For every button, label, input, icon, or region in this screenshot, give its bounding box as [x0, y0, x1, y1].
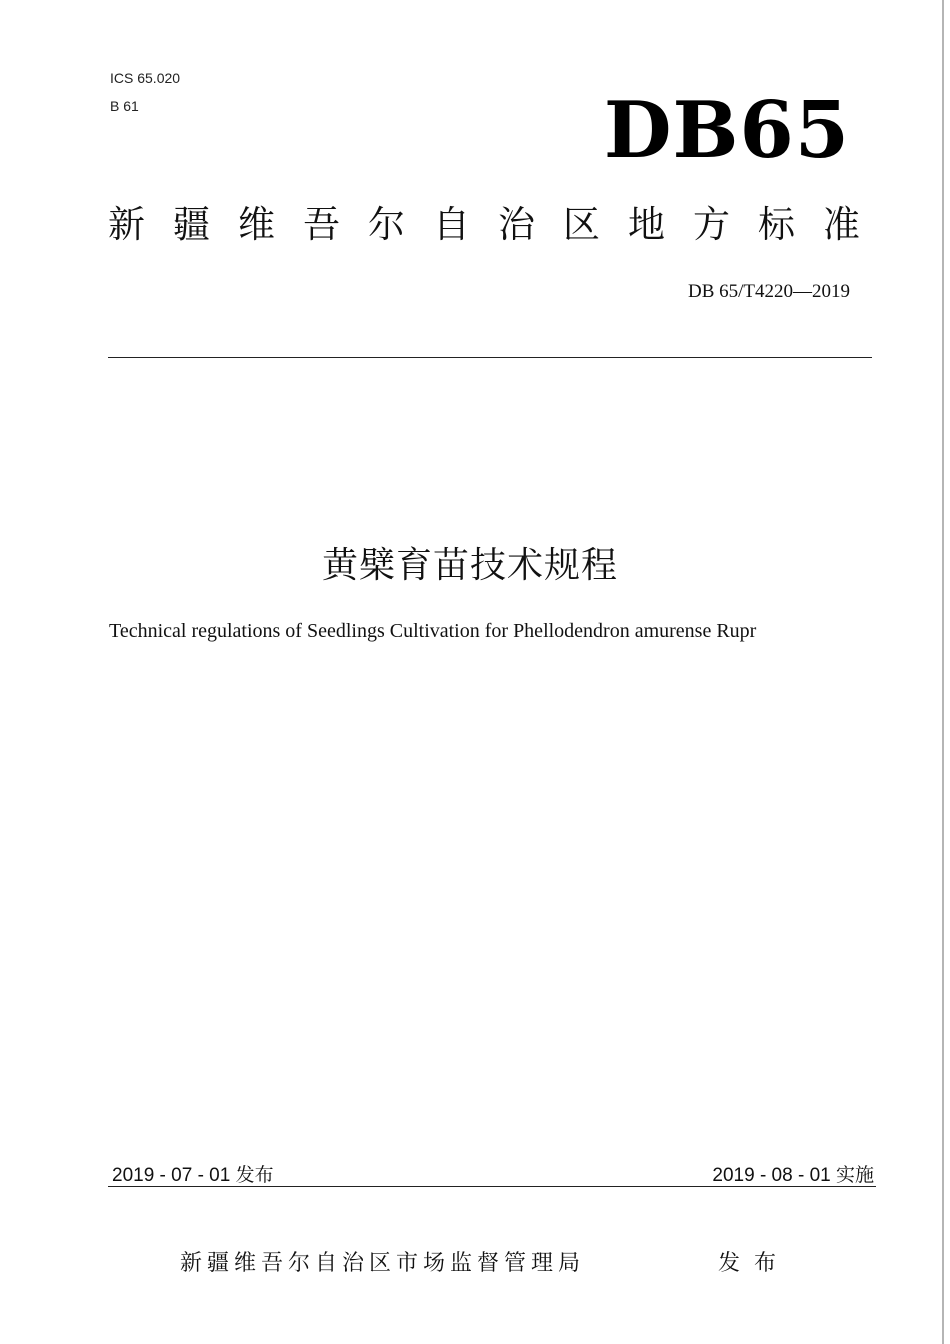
publish-label: 发布	[718, 1251, 791, 1276]
scan-edge	[942, 0, 944, 1344]
ccs-code: B 61	[110, 98, 139, 114]
standard-authority-title: 新疆维吾尔自治区地方标准	[108, 203, 888, 246]
document-title-english: Technical regulations of Seedlings Cultivation for Phellodendron amurense Rupr	[109, 620, 757, 642]
footer-divider	[108, 1186, 876, 1187]
header-divider	[108, 357, 872, 358]
db-logo: DB65	[603, 85, 850, 176]
publisher-name: 新疆维吾尔自治区市场监督管理局	[180, 1251, 586, 1276]
implementation-date: 2019 - 08 - 01 实施	[712, 1165, 874, 1186]
release-date: 2019 - 07 - 01 发布	[112, 1165, 274, 1186]
standard-number: DB 65/T4220—2019	[687, 281, 850, 302]
document-title-chinese: 黄檗育苗技术规程	[321, 545, 618, 586]
ics-code: ICS 65.020	[110, 70, 181, 86]
